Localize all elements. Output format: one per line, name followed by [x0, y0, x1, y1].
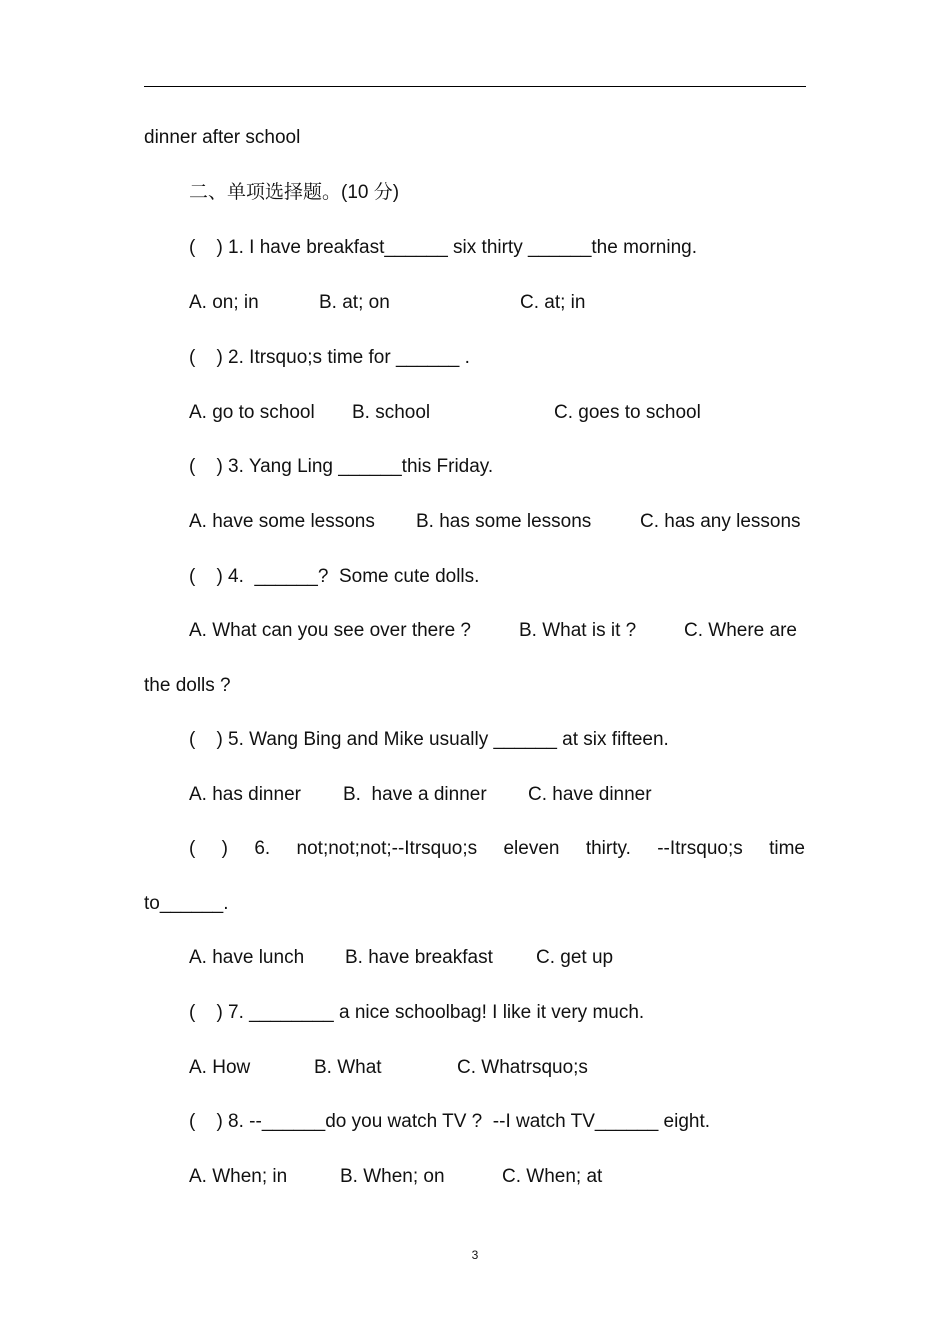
option-5a: A. has dinner: [189, 784, 301, 805]
question-5: ( ) 5. Wang Bing and Mike usually ______ at six fifteen.: [189, 729, 669, 750]
question-6-continued: to______.: [144, 893, 229, 914]
option-4c-continued: the dolls ?: [144, 675, 231, 696]
question-3: ( ) 3. Yang Ling ______this Friday.: [189, 456, 494, 477]
option-4a: A. What can you see over there ?: [189, 620, 471, 641]
option-7c: C. Whatrsquo;s: [457, 1057, 588, 1078]
option-6b: B. have breakfast: [345, 947, 493, 968]
option-3b: B. has some lessons: [416, 511, 592, 532]
option-3a: A. have some lessons: [189, 511, 375, 532]
section-heading: 二、单项选择题。(10 分): [189, 182, 400, 203]
option-4b: B. What is it ?: [519, 620, 637, 641]
option-6a: A. have lunch: [189, 947, 305, 968]
top-rule: [144, 86, 806, 87]
option-8c: C. When; at: [502, 1166, 603, 1187]
option-2a: A. go to school: [189, 402, 315, 423]
question-6: ( ) 6. not;not;not;--Itrsquo;s eleven thirty. --Itrsquo;s time: [189, 838, 805, 859]
question-7: ( ) 7. ________ a nice schoolbag! I like it very much.: [189, 1002, 645, 1023]
option-6c: C. get up: [536, 947, 614, 968]
option-8b: B. When; on: [340, 1166, 445, 1187]
option-7a: A. How: [189, 1057, 251, 1078]
question-8: ( ) 8. --______do you watch TV ? --I watch TV______ eight.: [189, 1111, 711, 1132]
continuation-text: dinner after school: [144, 127, 301, 148]
option-3c: C. has any lessons: [640, 511, 801, 532]
option-1b: B. at; on: [319, 292, 390, 313]
option-5c: C. have dinner: [528, 784, 652, 805]
question-4: ( ) 4. ______? Some cute dolls.: [189, 566, 480, 587]
question-2: ( ) 2. Itrsquo;s time for ______ .: [189, 347, 470, 368]
option-1a: A. on; in: [189, 292, 259, 313]
option-2c: C. goes to school: [554, 402, 701, 423]
question-1: ( ) 1. I have breakfast______ six thirty ______the morning.: [189, 237, 698, 258]
option-8a: A. When; in: [189, 1166, 288, 1187]
option-4c: C. Where are: [684, 620, 797, 641]
option-2b: B. school: [352, 402, 431, 423]
option-5b: B. have a dinner: [343, 784, 487, 805]
option-7b: B. What: [314, 1057, 382, 1078]
option-1c: C. at; in: [520, 292, 586, 313]
page-number: 3: [471, 1248, 479, 1262]
